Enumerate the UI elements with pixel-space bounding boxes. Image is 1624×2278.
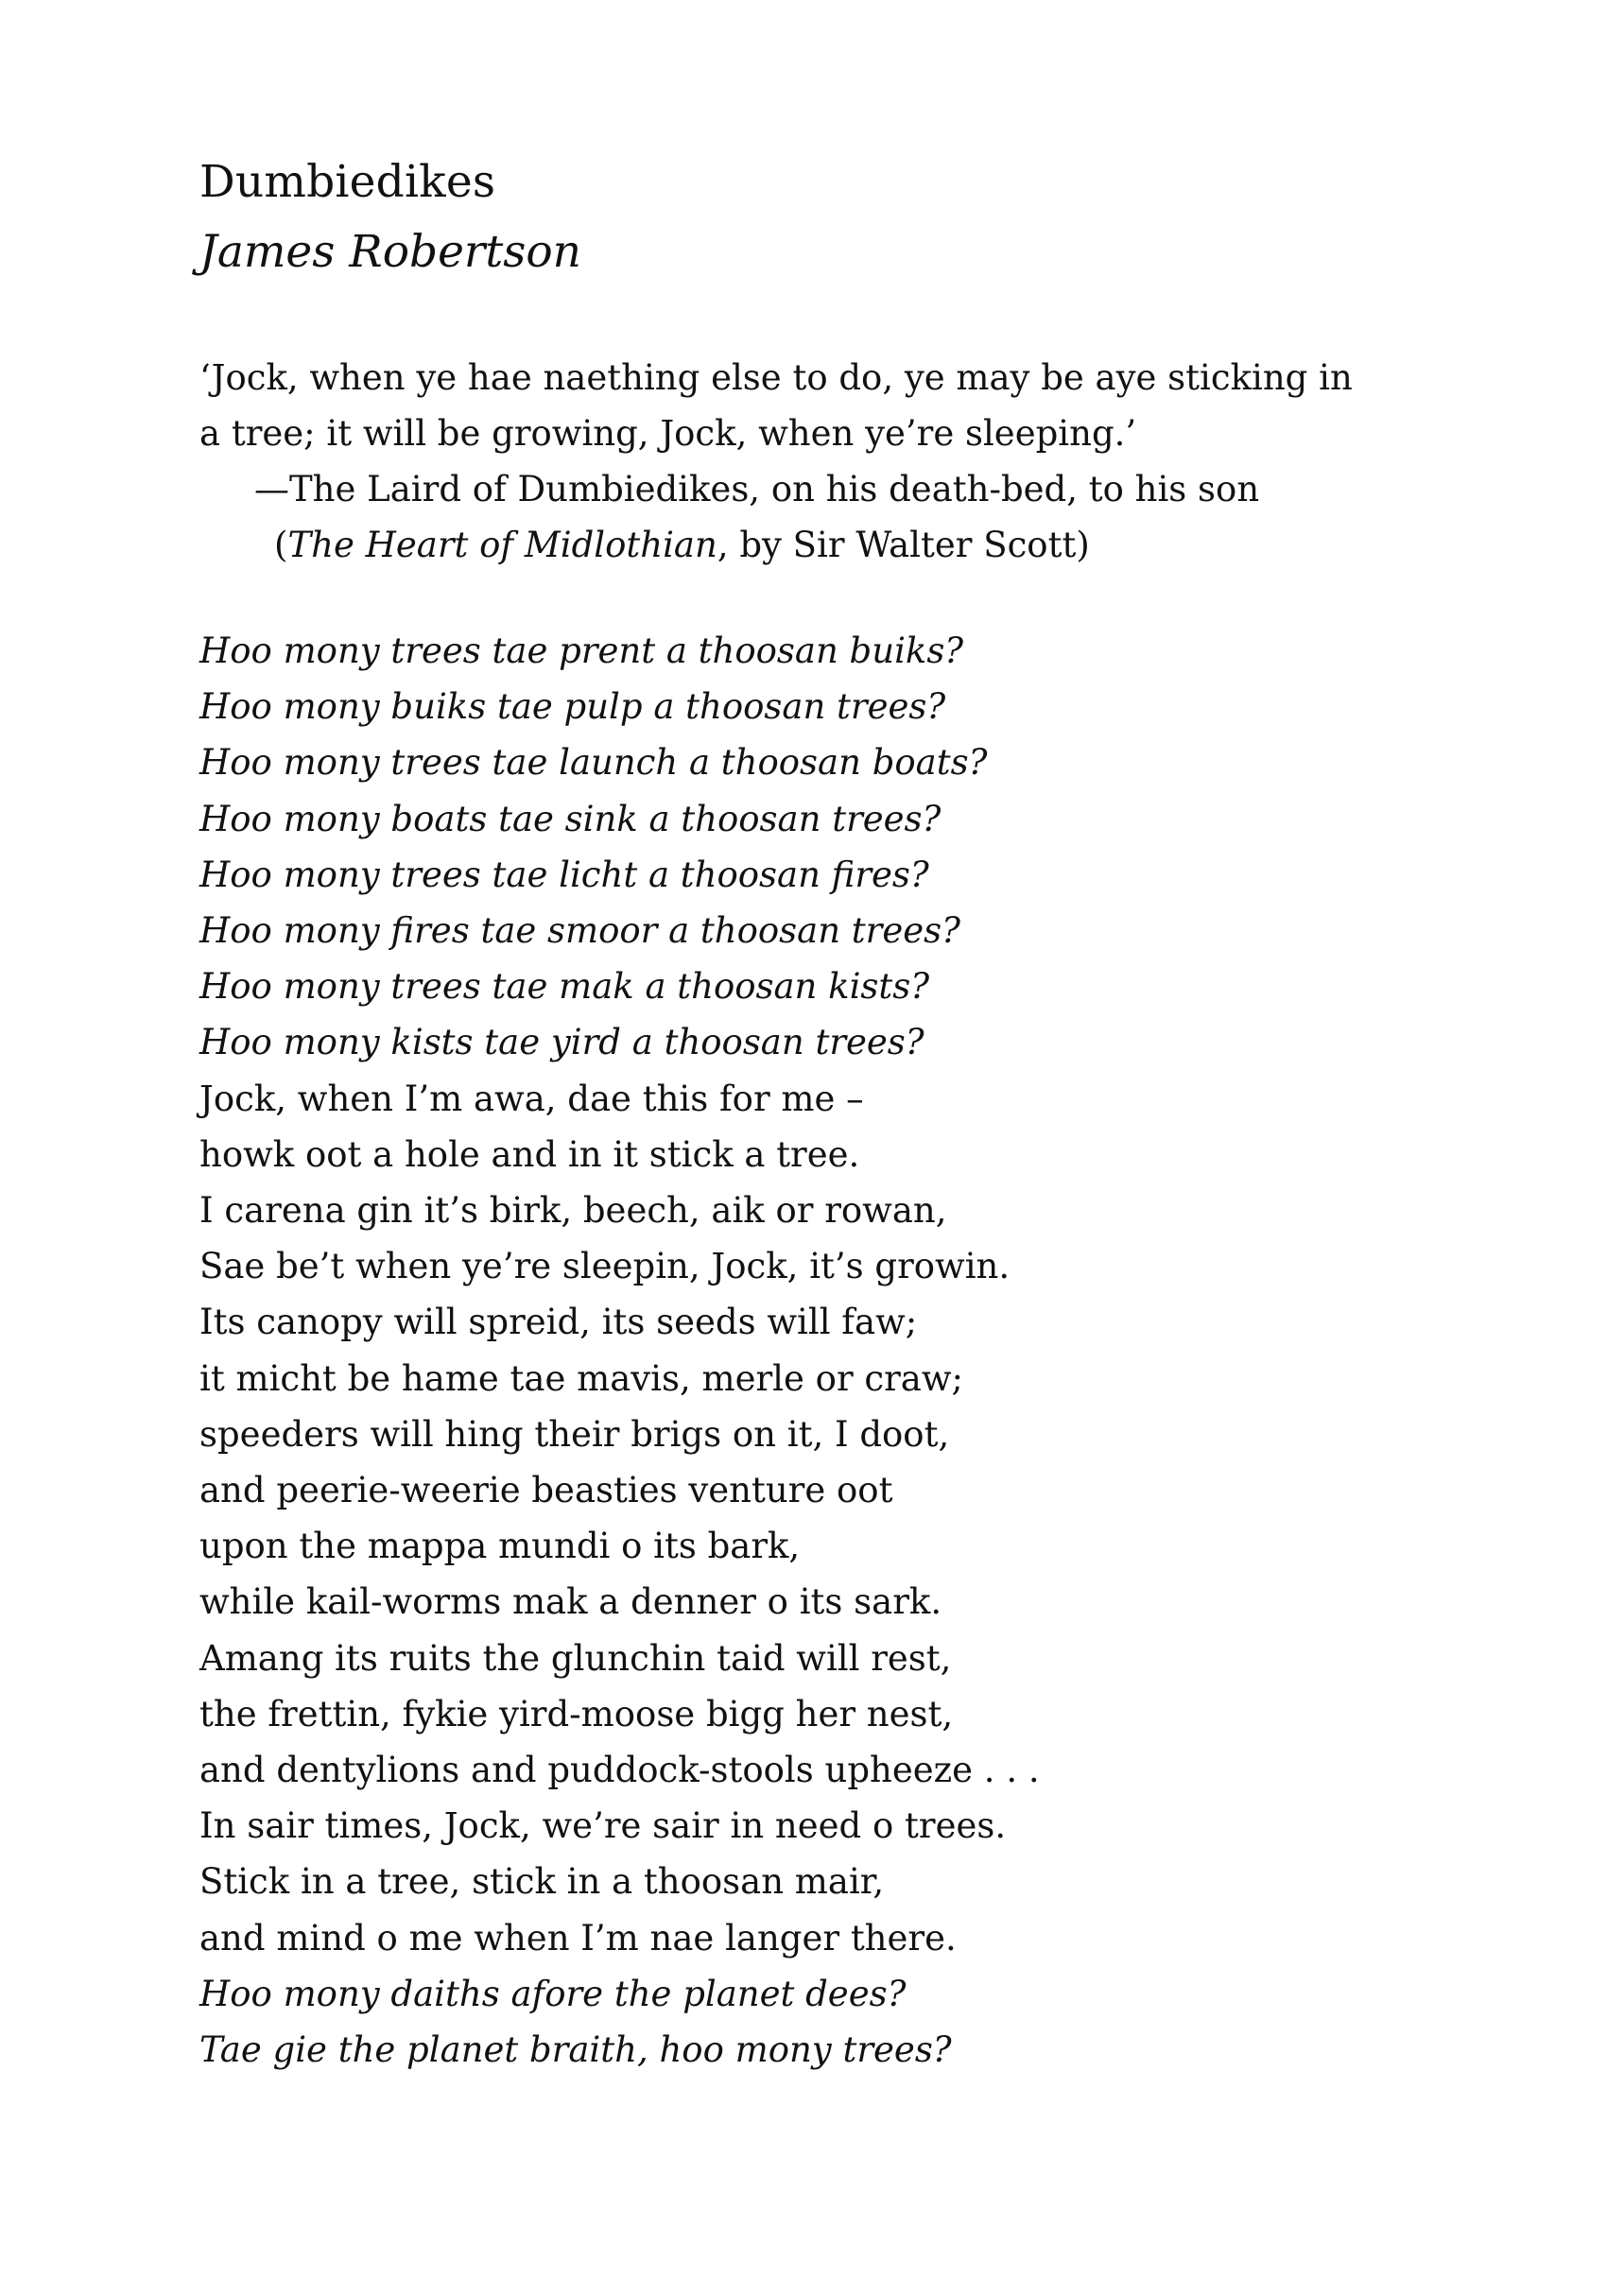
poem-line: Tae gie the planet braith, hoo mony trees? [199, 2029, 952, 2071]
poem-line: Hoo mony boats tae sink a thoosan trees? [199, 798, 942, 839]
poem-line: howk oot a hole and in it stick a tree. [199, 1133, 860, 1175]
poem-line: speeders will hing their brigs on it, I doot, [199, 1413, 950, 1455]
poem-line: I carena gin it’s birk, beech, aik or rowan, [199, 1190, 947, 1232]
poem-line: Amang its ruits the glunchin taid will rest, [199, 1637, 952, 1679]
poem-line: and peerie-weerie beasties venture oot [199, 1470, 893, 1511]
poem-author: James Robertson [199, 226, 581, 278]
poem-line: it micht be hame tae mavis, merle or craw; [199, 1357, 964, 1399]
poem-line: while kail-worms mak a denner o its sark. [199, 1581, 942, 1623]
poem-line: and dentylions and puddock-stools upheeze . . . [199, 1750, 1040, 1791]
poem-line: Sae be’t when ye’re sleepin, Jock, it’s growin. [199, 1246, 1011, 1287]
epigraph-attribution: —The Laird of Dumbiedikes, on his death-bed, to his son [254, 469, 1260, 509]
poem-line: upon the mappa mundi o its bark, [199, 1526, 801, 1567]
poem-line: Hoo mony trees tae licht a thoosan fires? [199, 854, 929, 895]
poem-line: and mind o me when I’m nae langer there. [199, 1917, 957, 1959]
poem-line: Hoo mony trees tae launch a thoosan boats? [199, 742, 988, 784]
poem-line: Hoo mony trees tae mak a thoosan kists? [199, 966, 930, 1008]
epigraph-source-open: ( [274, 525, 288, 565]
epigraph-source [199, 517, 1542, 573]
poem-page [199, 151, 1542, 2078]
poem-line: the frettin, fykie yird-moose bigg her nest, [199, 1693, 954, 1734]
poem-body [199, 623, 1542, 2078]
poem-line: In sair times, Jock, we’re sair in need o trees. [199, 1805, 1007, 1847]
epigraph-line: a tree; it will be growing, Jock, when ye’re sleeping.’ [199, 413, 1137, 454]
poem-line: Hoo mony trees tae prent a thoosan buiks? [199, 630, 964, 671]
poem-line: Jock, when I’m awa, dae this for me – [199, 1078, 864, 1119]
epigraph-source-title: The Heart of Midlothian [287, 525, 717, 565]
poem-line: Hoo mony kists tae yird a thoosan trees? [199, 1022, 924, 1063]
epigraph [199, 350, 1542, 573]
poem-line: Hoo mony buiks tae pulp a thoosan trees? [199, 686, 946, 728]
epigraph-source-rest: , by Sir Walter Scott) [717, 525, 1090, 565]
poem-line: Hoo mony daiths afore the planet dees? [199, 1973, 907, 2014]
epigraph-line: ‘Jock, when ye hae naething else to do, ye may be aye sticking in [199, 357, 1353, 398]
poem-line: Stick in a tree, stick in a thoosan mair, [199, 1861, 885, 1903]
poem-line: Its canopy will spreid, its seeds will faw; [199, 1302, 918, 1343]
poem-title: Dumbiedikes [199, 156, 496, 208]
poem-line: Hoo mony fires tae smoor a thoosan trees? [199, 910, 960, 952]
